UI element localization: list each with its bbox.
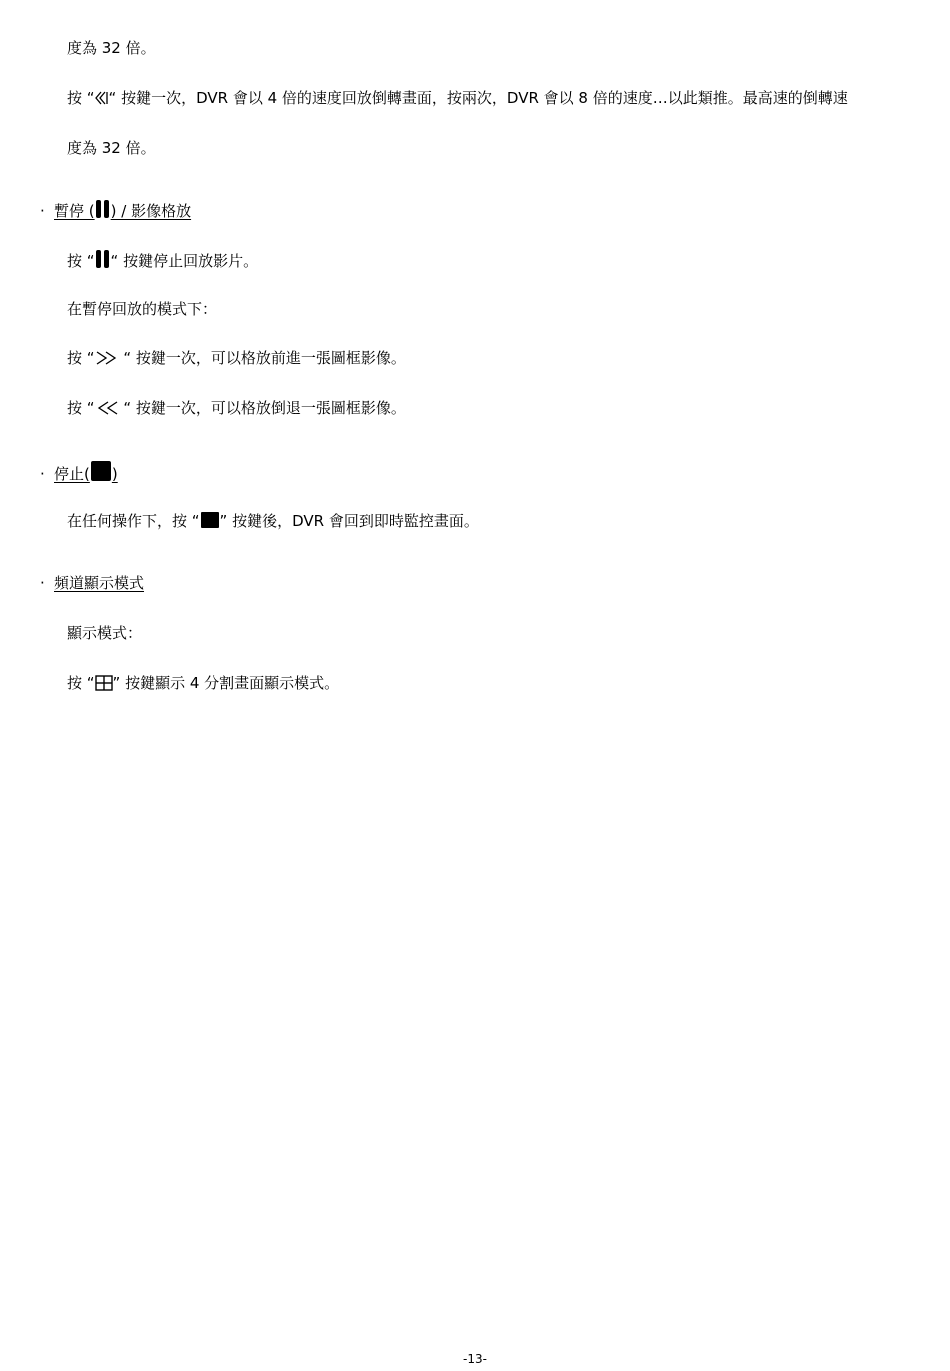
text-fragment: 暫停 (	[54, 202, 95, 220]
section-title	[54, 465, 118, 483]
pause-icon	[95, 249, 111, 269]
rewind-instruction-line	[67, 87, 848, 109]
pause-section-heading	[40, 199, 191, 222]
quad-split-icon	[95, 675, 113, 691]
frame-backward-line	[67, 397, 406, 419]
section-title	[54, 202, 191, 220]
rewind-icon	[95, 90, 109, 106]
paragraph-line: 顯示模式：	[67, 624, 143, 642]
text-fragment: 按 “	[67, 89, 95, 107]
text-fragment: 按 “	[67, 349, 95, 367]
bullet: ·	[40, 465, 45, 483]
frame-forward-line	[67, 347, 406, 369]
pause-icon	[95, 199, 111, 219]
paragraph-line: 度為 32 倍。	[67, 139, 156, 157]
page-number: -13-	[463, 1352, 487, 1366]
stop-instruction-line	[67, 510, 479, 532]
stop-icon	[90, 460, 112, 482]
text-fragment: 按 “	[67, 252, 95, 270]
paragraph-line: 度為 32 倍。	[67, 39, 156, 57]
text-fragment: 停止(	[54, 465, 90, 483]
text-fragment: ) / 影像格放	[110, 202, 192, 220]
stop-section-heading	[40, 460, 118, 485]
frame-forward-icon	[95, 350, 119, 366]
text-fragment: ” 按鍵後，DVR 會回到即時監控畫面。	[219, 512, 479, 530]
stop-icon	[200, 511, 220, 529]
frame-backward-icon	[95, 400, 119, 416]
paragraph-line: 在暫停回放的模式下：	[67, 300, 218, 318]
bullet: ·	[40, 202, 45, 220]
text-fragment: 按 “	[67, 399, 95, 417]
text-fragment: 按 “	[67, 674, 95, 692]
bullet: ·	[40, 574, 45, 592]
text-fragment: ” 按鍵顯示 4 分割畫面顯示模式。	[112, 674, 340, 692]
quad-view-instruction-line	[67, 672, 339, 694]
text-fragment: “ 按鍵一次，可以格放前進一張圖框影像。	[118, 349, 406, 367]
text-fragment: “ 按鍵停止回放影片。	[110, 252, 259, 270]
text-fragment: )	[111, 465, 118, 483]
section-title: 頻道顯示模式	[54, 574, 145, 592]
channel-section-heading	[40, 572, 144, 594]
text-fragment: 在任何操作下，按 “	[67, 512, 200, 530]
text-fragment: “ 按鍵一次，DVR 會以 4 倍的速度回放倒轉畫面，按兩次，DVR 會以 8 倍的速度…以此類推。最高速的倒轉速	[108, 89, 848, 107]
pause-instruction-line	[67, 249, 258, 272]
text-fragment: “ 按鍵一次，可以格放倒退一張圖框影像。	[118, 399, 406, 417]
